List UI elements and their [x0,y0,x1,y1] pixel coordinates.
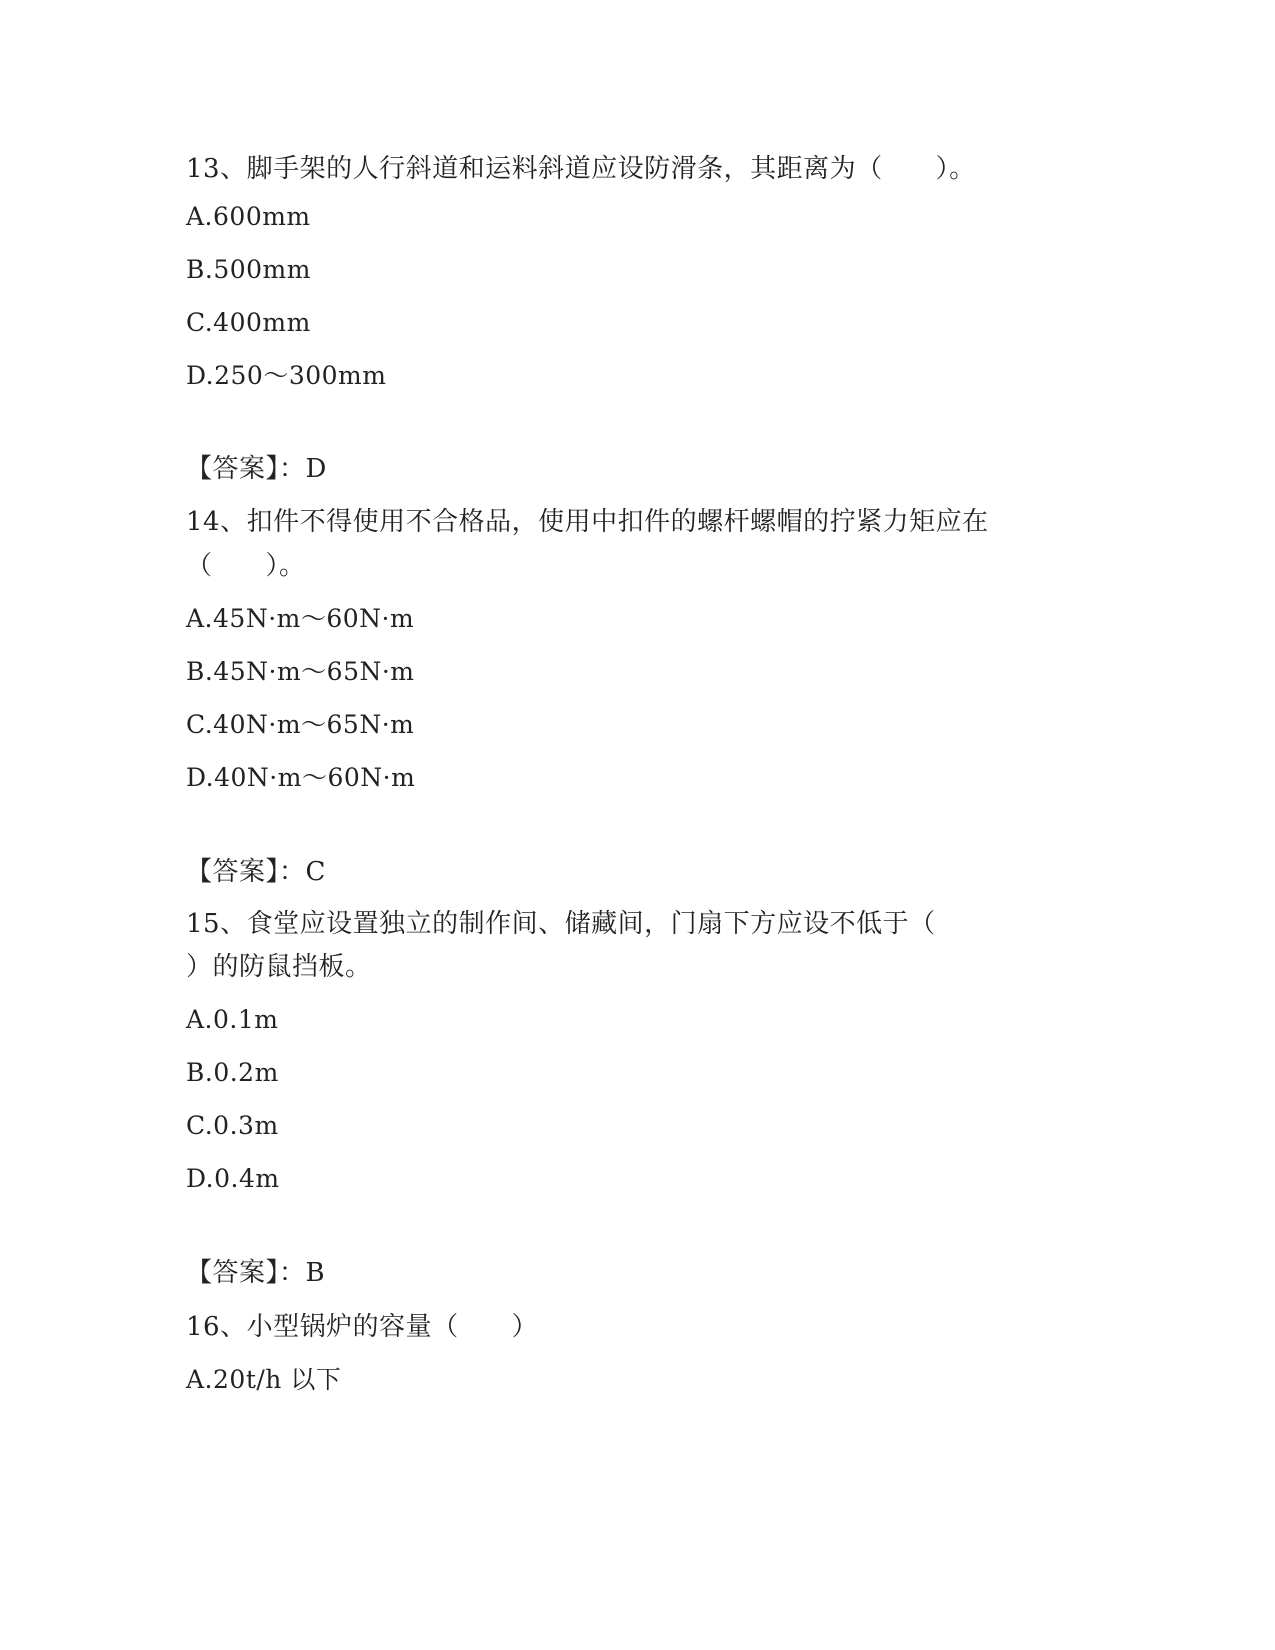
question-14-option-a: A.45N·m～60N·m [186,604,415,633]
question-16-option-a: A.20t/h 以下 [186,1365,342,1394]
question-15-stem-line-2: ）的防鼠挡板。 [186,952,372,982]
question-13-option-b: B.500mm [186,255,311,284]
question-14-option-d: D.40N·m～60N·m [186,763,416,792]
question-16-stem: 16、小型锅炉的容量（ ） [186,1312,539,1342]
question-14-stem-line-2: （ ）。 [186,551,306,581]
question-15-stem-line-1: 15、食堂应设置独立的制作间、储藏间，门扇下方应设不低于（ [186,909,936,939]
question-13-option-a: A.600mm [186,202,311,231]
question-13-option-c: C.400mm [186,308,311,337]
question-15-option-d: D.0.4m [186,1164,280,1193]
question-13-option-d: D.250～300mm [186,361,387,390]
question-13-answer: 【答案】：D [186,454,327,484]
question-15-option-a: A.0.1m [186,1005,279,1034]
question-14-answer: 【答案】：C [186,857,326,887]
question-14-stem-line-1: 14、扣件不得使用不合格品，使用中扣件的螺杆螺帽的拧紧力矩应在 [186,507,989,537]
question-14-option-b: B.45N·m～65N·m [186,657,415,686]
question-15-option-b: B.0.2m [186,1058,279,1087]
question-15-option-c: C.0.3m [186,1111,279,1140]
question-14-option-c: C.40N·m～65N·m [186,710,415,739]
question-13-stem: 13、脚手架的人行斜道和运料斜道应设防滑条，其距离为（ ）。 [186,154,976,184]
question-15-answer: 【答案】：B [186,1258,326,1288]
